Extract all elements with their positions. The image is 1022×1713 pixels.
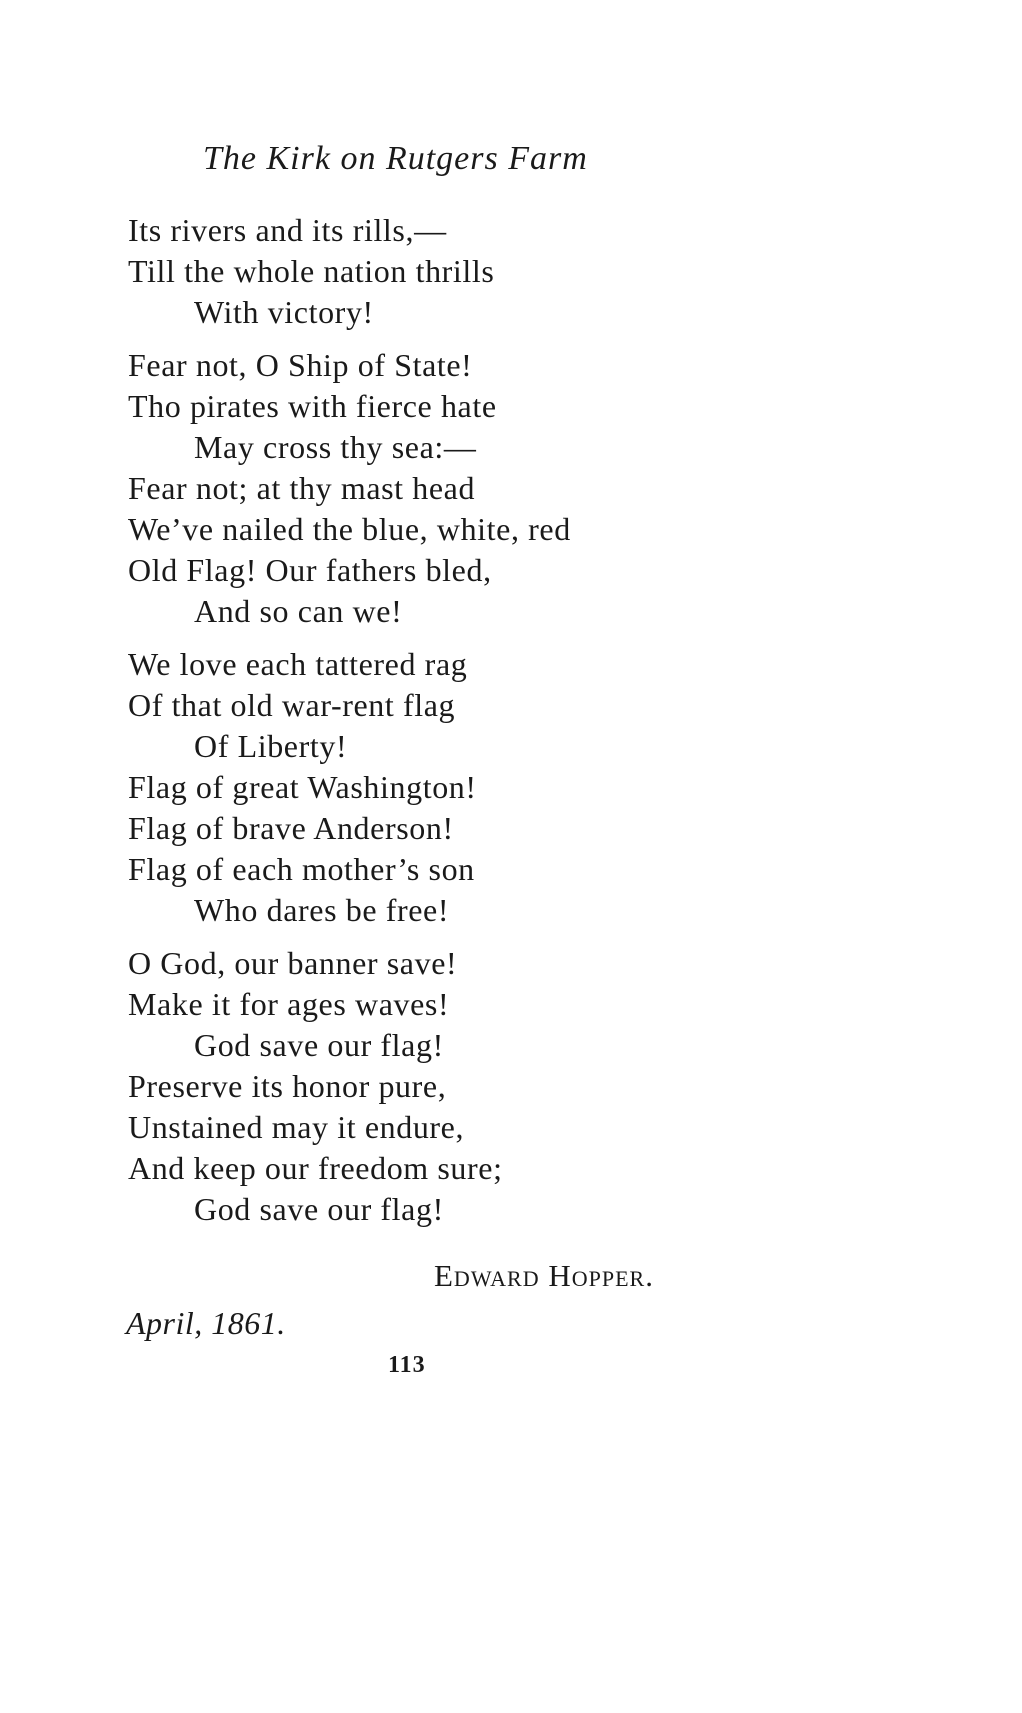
poem-line: And so can we! [194,593,403,629]
poem-line: Who dares be free! [194,892,450,928]
poem-line: We’ve nailed the blue, white, red [128,511,571,547]
poem-line: Make it for ages waves! [128,986,450,1022]
poem-line: Flag of each mother’s son [128,851,475,887]
poem-line: Tho pirates with fierce hate [128,388,497,424]
stanza [128,345,848,632]
poem-line: May cross thy sea:— [194,429,477,465]
poem-line: With victory! [194,294,374,330]
poem-line: We love each tattered rag [128,646,468,682]
poem-line: Flag of great Washington! [128,769,477,805]
page-number: 113 [388,1352,426,1378]
poem-line: Till the whole nation thrills [128,253,495,289]
poem-line: O God, our banner save! [128,945,458,981]
poem-line: God save our flag! [194,1191,444,1227]
poem-line: Old Flag! Our fathers bled, [128,552,492,588]
poem-line: Preserve its honor pure, [128,1068,447,1104]
poem-line: God save our flag! [194,1027,444,1063]
stanza [128,210,848,333]
poem-body [128,210,848,1242]
running-head: The Kirk on Rutgers Farm [203,140,588,177]
poem-line: Fear not, O Ship of State! [128,347,473,383]
poem-line: Of that old war-rent flag [128,687,456,723]
stanza [128,644,848,931]
author-signature: Edward Hopper. [434,1258,654,1293]
poem-line: Flag of brave Anderson! [128,810,454,846]
stanza [128,943,848,1230]
poem-line: Its rivers and its rills,— [128,212,447,248]
poem-line: And keep our freedom sure; [128,1150,503,1186]
poem-line: Of Liberty! [194,728,348,764]
poem-line: Fear not; at thy mast head [128,470,476,506]
poem-date: April, 1861. [126,1305,286,1341]
poem-line: Unstained may it endure, [128,1109,465,1145]
